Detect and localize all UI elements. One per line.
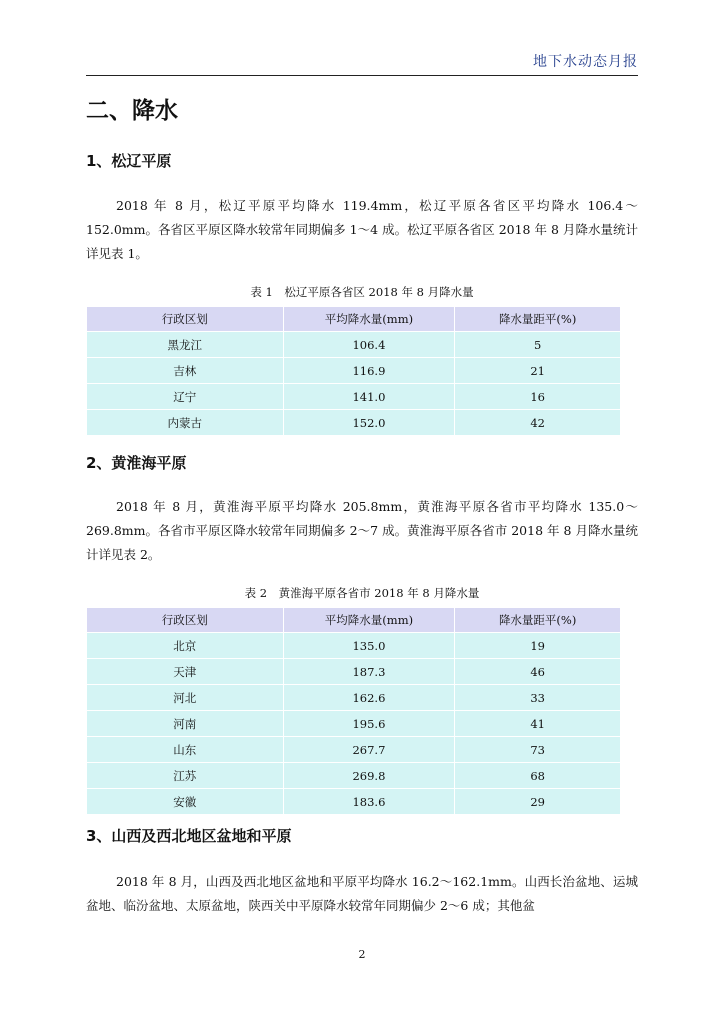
paragraph-3: 2018 年 8 月，山西及西北地区盆地和平原平均降水 16.2～162.1mm。山西长治盆地、运城盆地、临汾盆地、太原盆地，陕西关中平原降水较常年同期偏少 2～6 成；其他盆 [86,874,638,913]
table-cell: 116.9 [283,358,455,384]
table-cell: 河北 [87,685,284,711]
table-cell: 19 [455,633,621,659]
table-cell: 江苏 [87,763,284,789]
table-2 [86,607,621,815]
column-header: 降水量距平(%) [455,307,621,332]
table-cell: 42 [455,410,621,436]
subsection-heading-1: 1、松辽平原 [86,152,172,170]
table-row [87,789,621,815]
table-row [87,332,621,358]
table-cell: 141.0 [283,384,455,410]
table-cell: 河南 [87,711,284,737]
table-row [87,685,621,711]
table-cell: 68 [455,763,621,789]
section-title: 二、降水 [86,98,178,124]
table-cell: 183.6 [283,789,455,815]
table-row [87,633,621,659]
column-header: 行政区划 [87,608,284,633]
column-header: 平均降水量(mm) [283,608,455,633]
paragraph-1: 2018 年 8 月，松辽平原平均降水 119.4mm，松辽平原各省区平均降水 106.4～152.0mm。各省区平原区降水较常年同期偏多 1～4 成。松辽平原各省区 2018 年 8 月降水量统计详见表 1。 [86,198,638,261]
column-header: 平均降水量(mm) [283,307,455,332]
table-row [87,711,621,737]
header-divider [86,75,638,76]
table-cell: 16 [455,384,621,410]
table-cell: 黑龙江 [87,332,284,358]
paragraph-2: 2018 年 8 月，黄淮海平原平均降水 205.8mm，黄淮海平原各省市平均降水 135.0～269.8mm。各省市平原区降水较常年同期偏多 2～7 成。黄淮海平原各省市 2018 年 8 月降水量统计详见表 2。 [86,499,638,562]
table-cell: 162.6 [283,685,455,711]
table-cell: 5 [455,332,621,358]
table-header-row [87,608,621,633]
column-header: 行政区划 [87,307,284,332]
table-cell: 267.7 [283,737,455,763]
table-cell: 山东 [87,737,284,763]
report-header-title: 地下水动态月报 [533,54,638,70]
table-cell: 195.6 [283,711,455,737]
table-row [87,358,621,384]
table-row [87,410,621,436]
table-cell: 187.3 [283,659,455,685]
table-cell: 46 [455,659,621,685]
table-row [87,659,621,685]
table-cell: 269.8 [283,763,455,789]
table-cell: 33 [455,685,621,711]
table-cell: 21 [455,358,621,384]
table-cell: 152.0 [283,410,455,436]
table-1 [86,306,621,436]
page-number: 2 [358,948,366,961]
table-cell: 天津 [87,659,284,685]
table-cell: 内蒙古 [87,410,284,436]
table-header-row [87,307,621,332]
table-row [87,763,621,789]
table-cell: 135.0 [283,633,455,659]
table-cell: 106.4 [283,332,455,358]
table-row [87,737,621,763]
table-cell: 辽宁 [87,384,284,410]
column-header: 降水量距平(%) [455,608,621,633]
table-cell: 73 [455,737,621,763]
table-caption-2: 表 2 黄淮海平原各省市 2018 年 8 月降水量 [244,586,480,600]
table-cell: 安徽 [87,789,284,815]
subsection-heading-2: 2、黄淮海平原 [86,454,187,472]
table-caption-1: 表 1 松辽平原各省区 2018 年 8 月降水量 [250,285,474,299]
table-cell: 吉林 [87,358,284,384]
table-row [87,384,621,410]
table-cell: 北京 [87,633,284,659]
subsection-heading-3: 3、山西及西北地区盆地和平原 [86,827,292,845]
table-cell: 41 [455,711,621,737]
table-cell: 29 [455,789,621,815]
